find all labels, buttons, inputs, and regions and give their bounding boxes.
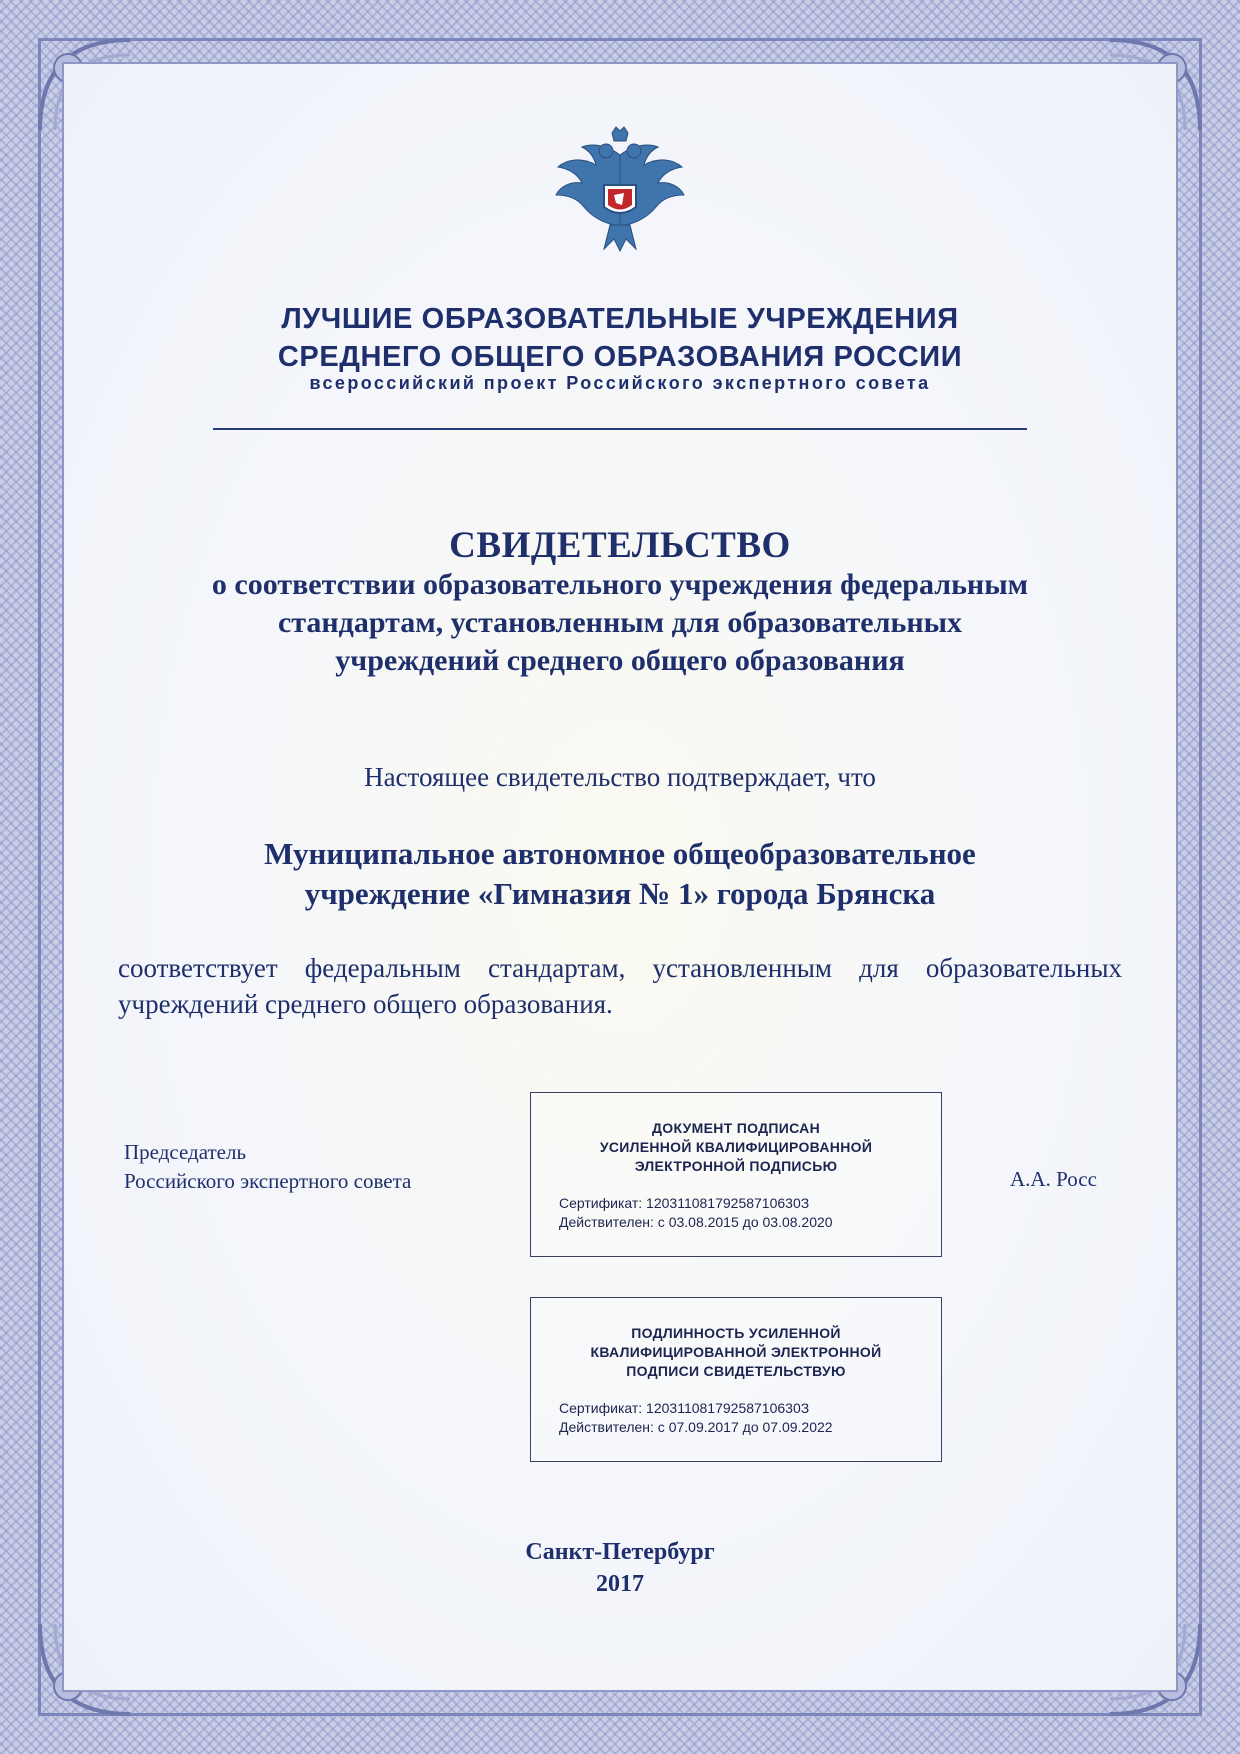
double-headed-eagle-emblem-icon (552, 125, 688, 255)
description-line: учреждений среднего общего образования (335, 644, 905, 677)
signature-certificate-number: Сертификат: 12031108179258710630З (559, 1400, 810, 1416)
signature-validity: Действителен: с 07.09.2017 до 07.09.2022 (559, 1419, 833, 1435)
certificate-title: СВИДЕТЕЛЬСТВО (449, 525, 791, 566)
description-line: о соответствии образовательного учреждения федеральным (211, 568, 1029, 601)
signature-box-meta (559, 1399, 941, 1437)
compliance-statement: соответствует федеральным стандартам, установленным для образовательных учреждений среднего общего образования. (118, 953, 1122, 1019)
organization-name (110, 834, 1130, 914)
signature-header-line: ПОДПИСИ СВИДЕТЕЛЬСТВУЮ (626, 1363, 846, 1379)
description-line: стандартам, установленным для образовательных (277, 606, 963, 639)
signature-header-line: УСИЛЕННОЙ КВАЛИФИЦИРОВАННОЙ (599, 1139, 873, 1155)
project-title-line: СРЕДНЕГО ОБЩЕГО ОБРАЗОВАНИЯ РОССИИ (277, 341, 963, 373)
position-line: Председатель (124, 1140, 247, 1164)
project-title-line: ЛУЧШИЕ ОБРАЗОВАТЕЛЬНЫЕ УЧРЕЖДЕНИЯ (281, 303, 959, 335)
position-line: Российского экспертного совета (124, 1169, 412, 1193)
signature-box-header (531, 1324, 941, 1381)
issue-city: Санкт-Петербург (525, 1539, 715, 1565)
organization-name-line: Муниципальное автономное общеобразовательное (264, 836, 976, 871)
issue-year: 2017 (596, 1571, 644, 1597)
signature-authenticity-box (530, 1297, 942, 1462)
signature-validity: Действителен: с 03.08.2015 до 03.08.2020 (559, 1214, 833, 1230)
project-title (150, 300, 1090, 376)
issue-place-date (420, 1536, 820, 1600)
signature-box-meta (559, 1194, 941, 1232)
signatory-name: А.А. Росс (1010, 1167, 1097, 1191)
confirmation-text: Настоящее свидетельство подтверждает, что (364, 762, 876, 792)
certificate-description (110, 566, 1130, 680)
header-divider (213, 428, 1027, 430)
signature-header-line: КВАЛИФИЦИРОВАННОЙ ЭЛЕКТРОННОЙ (590, 1344, 882, 1360)
signature-header-line: ЭЛЕКТРОННОЙ ПОДПИСЬЮ (634, 1158, 838, 1174)
signature-header-line: ДОКУМЕНТ ПОДПИСАН (652, 1120, 820, 1136)
signature-box-header (531, 1119, 941, 1176)
signature-header-line: ПОДЛИННОСТЬ УСИЛЕННОЙ (631, 1325, 841, 1341)
signature-certificate-number: Сертификат: 12031108179258710630З (559, 1195, 810, 1211)
project-subtitle: всероссийский проект Российского экспертного совета (309, 373, 931, 393)
electronic-signature-box (530, 1092, 942, 1257)
organization-name-line: учреждение «Гимназия № 1» города Брянска (304, 876, 936, 911)
signatory-position (124, 1138, 411, 1196)
